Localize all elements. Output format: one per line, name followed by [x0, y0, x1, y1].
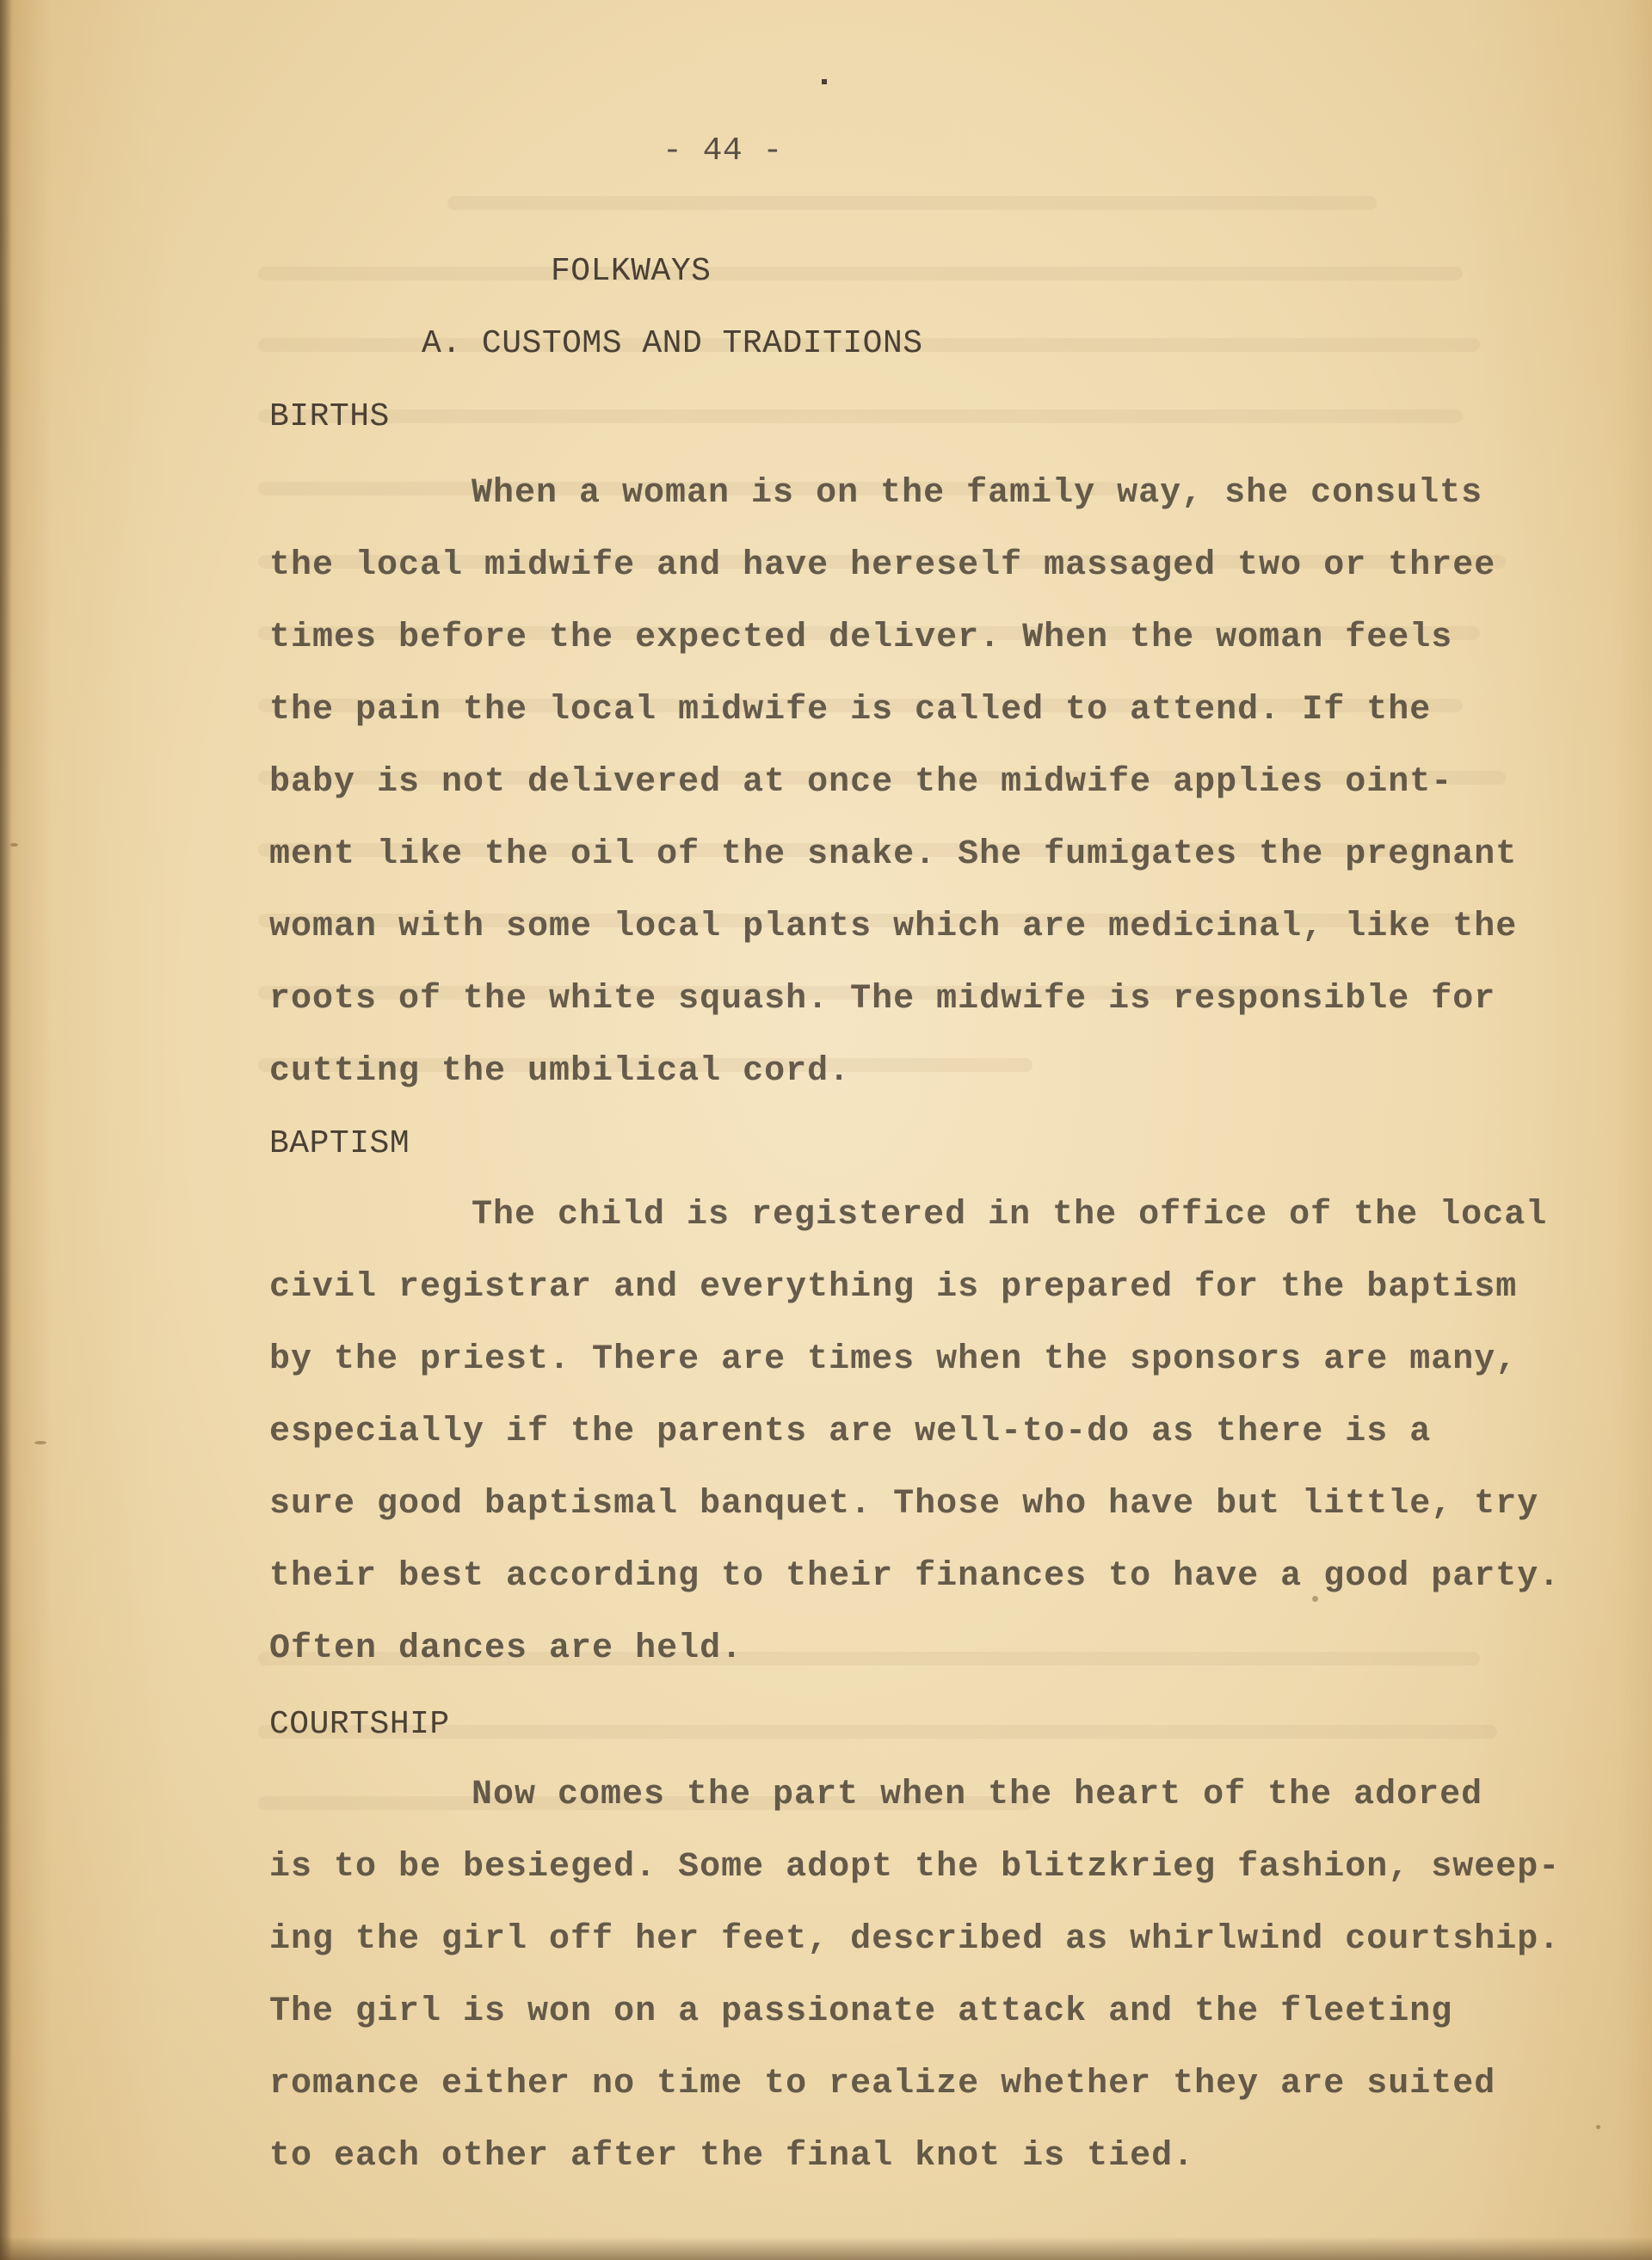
paper-speck — [10, 843, 18, 847]
page-mark — [822, 79, 827, 84]
births-line: roots of the white squash. The midwife is responsible for — [269, 980, 1496, 1019]
births-line: woman with some local plants which are medicinal, like the — [269, 908, 1518, 946]
births-label: BIRTHS — [269, 398, 390, 435]
baptism-label: BAPTISM — [269, 1125, 410, 1162]
births-paragraph — [269, 458, 1560, 1108]
page-bottom-shadow — [0, 2237, 1652, 2260]
courtship-line: The girl is won on a passionate attack and the fleeting — [269, 1992, 1453, 2031]
section-heading: A. CUSTOMS AND TRADITIONS — [422, 325, 923, 362]
paper-speck — [1596, 2125, 1600, 2129]
births-line: cutting the umbilical cord. — [269, 1052, 851, 1091]
births-line: ment like the oil of the snake. She fumigates the pregnant — [269, 835, 1518, 874]
courtship-line: is to be besieged. Some adopt the blitzkrieg fashion, sweep- — [269, 1848, 1561, 1887]
page-left-edge — [0, 0, 12, 2260]
baptism-paragraph — [269, 1179, 1560, 1685]
page-title: FOLKWAYS — [551, 253, 712, 290]
births-line: the local midwife and have hereself massaged two or three — [269, 546, 1496, 585]
courtship-line: ing the girl off her feet, described as whirlwind courtship. — [269, 1920, 1561, 1959]
courtship-label: COURTSHIP — [269, 1706, 450, 1743]
baptism-line: their best according to their finances to have a good party. — [269, 1557, 1561, 1596]
baptism-line: Often dances are held. — [269, 1629, 743, 1668]
baptism-line: sure good baptismal banquet. Those who have but little, try — [269, 1485, 1539, 1524]
paper-speck — [1312, 1596, 1318, 1602]
births-line: the pain the local midwife is called to attend. If the — [269, 691, 1432, 730]
page-number: - 44 - — [663, 132, 783, 169]
baptism-line: The child is registered in the office of the local — [472, 1196, 1548, 1235]
courtship-line: Now comes the part when the heart of the adored — [472, 1776, 1483, 1814]
baptism-line: civil registrar and everything is prepared for the baptism — [269, 1268, 1518, 1307]
courtship-line: romance either no time to realize whether they are suited — [269, 2065, 1496, 2103]
births-line: When a woman is on the family way, she consults — [472, 474, 1483, 513]
births-line: baby is not delivered at once the midwife applies oint- — [269, 763, 1453, 802]
baptism-line: by the priest. There are times when the sponsors are many, — [269, 1340, 1518, 1379]
births-line: times before the expected deliver. When the woman feels — [269, 619, 1453, 657]
courtship-line: to each other after the final knot is tied. — [269, 2137, 1195, 2176]
courtship-paragraph — [269, 1759, 1560, 2193]
paper-speck — [34, 1441, 46, 1444]
baptism-line: especially if the parents are well-to-do as there is a — [269, 1413, 1432, 1451]
